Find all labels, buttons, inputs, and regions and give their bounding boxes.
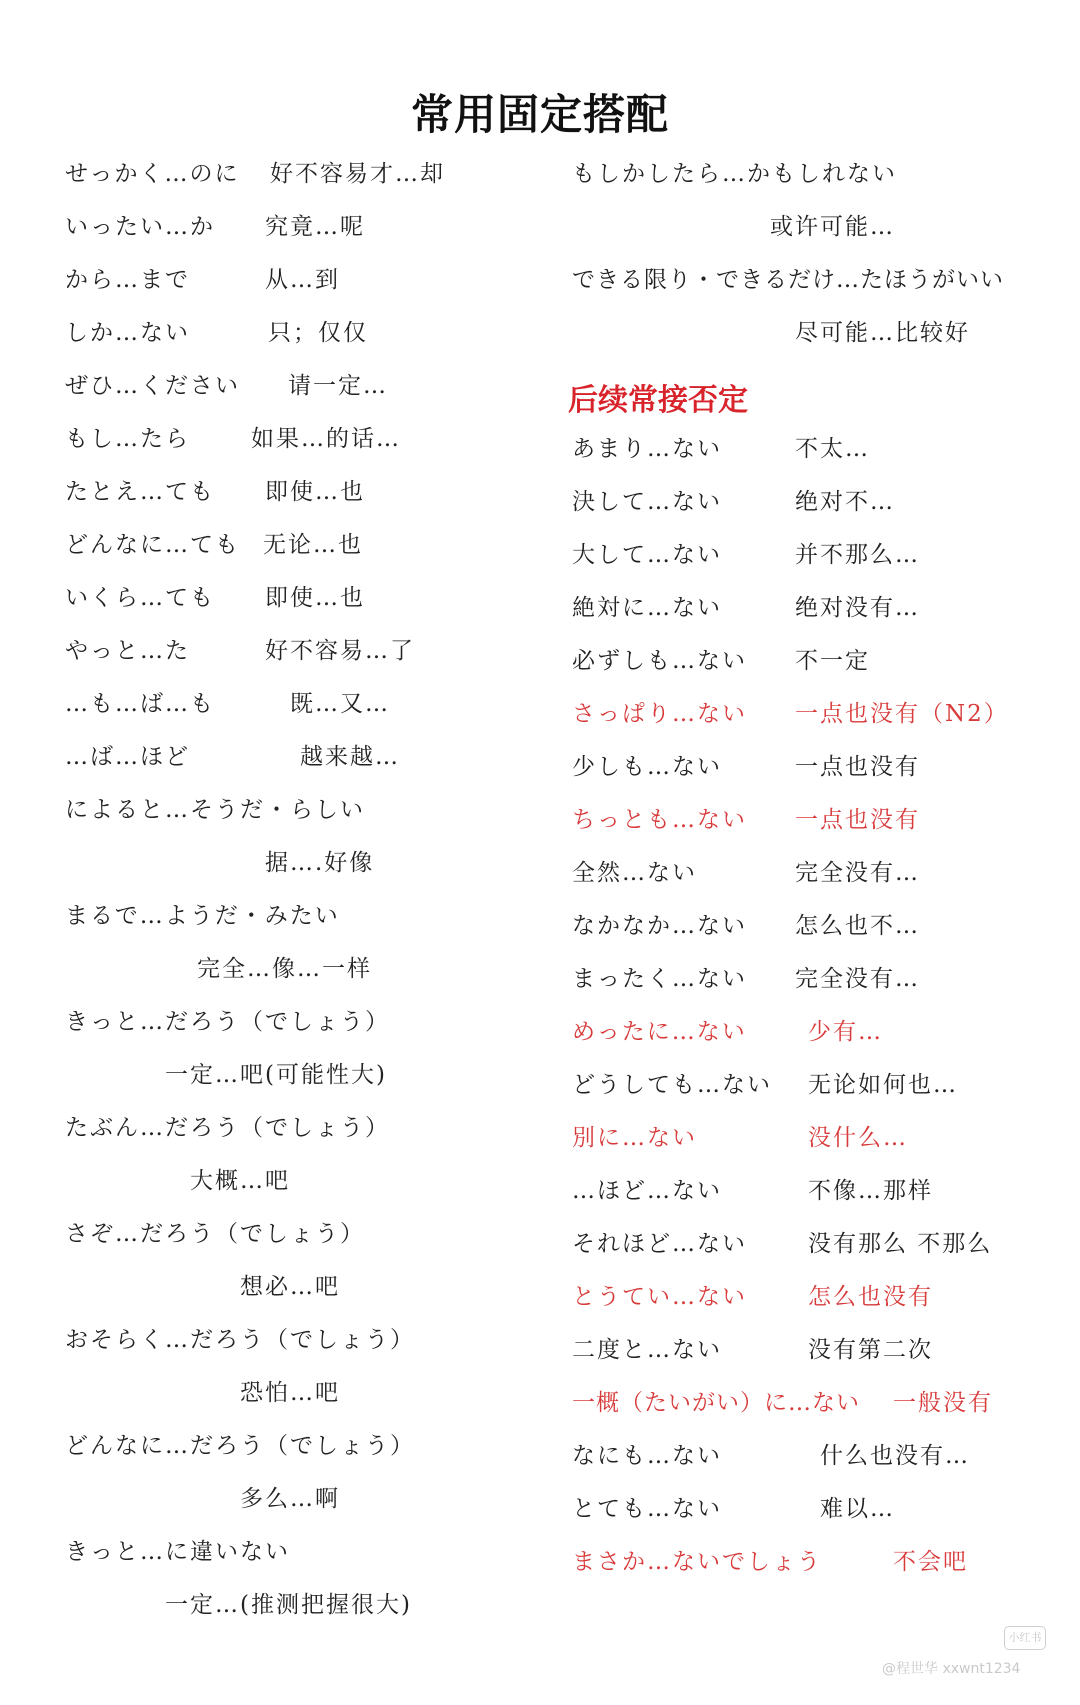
phrase-cn: 完全没有…	[795, 966, 920, 992]
phrase-jp: もしかしたら…かもしれない	[572, 161, 897, 187]
phrase-jp: いったい…か	[65, 214, 215, 240]
phrase-jp: それほど…ない	[572, 1231, 747, 1257]
phrase-cn: 绝对没有…	[795, 595, 920, 621]
phrase-jp: できる限り・できるだけ…たほうがいい	[572, 267, 1004, 293]
phrase-jp: きっと…だろう（でしょう）	[65, 1009, 390, 1035]
phrase-cn: 究竟…呢	[265, 214, 365, 240]
phrase-cn-highlight: 怎么也没有	[808, 1284, 933, 1310]
phrase-cn: 绝对不…	[795, 489, 895, 515]
phrase-cn: 请一定…	[288, 373, 388, 399]
phrase-jp: 決して…ない	[572, 489, 722, 515]
phrase-jp: しか…ない	[65, 320, 190, 346]
phrase-cn: 怎么也不…	[795, 913, 920, 939]
phrase-jp: どんなに…だろう（でしょう）	[65, 1433, 415, 1459]
phrase-cn: 没有第二次	[808, 1337, 933, 1363]
phrase-jp: たとえ…ても	[65, 479, 215, 505]
phrase-cn: 完全…像…一样	[197, 956, 372, 982]
phrase-jp: どんなに…ても	[65, 532, 240, 558]
phrase-cn: 大概…吧	[190, 1168, 290, 1194]
phrase-cn: 如果…的话…	[251, 426, 401, 452]
phrase-cn: 想必…吧	[240, 1274, 340, 1300]
phrase-jp-highlight: さっぱり…ない	[572, 701, 747, 727]
phrase-jp: いくら…ても	[65, 585, 215, 611]
watermark-logo: 小红书	[1004, 1626, 1046, 1650]
phrase-cn: 既…又…	[290, 691, 390, 717]
phrase-cn: 越来越…	[300, 744, 400, 770]
phrase-cn-highlight: 一点也没有	[795, 807, 920, 833]
phrase-jp: ぜひ…ください	[65, 373, 240, 399]
phrase-jp-highlight: ちっとも…ない	[572, 807, 747, 833]
phrase-cn: 好不容易…了	[265, 638, 415, 664]
phrase-cn: 据….好像	[265, 850, 375, 876]
phrase-jp: …も…ば…も	[65, 691, 215, 717]
phrase-cn: 一定…(推测把握很大)	[165, 1592, 412, 1618]
phrase-cn: 完全没有…	[795, 860, 920, 886]
phrase-cn-highlight: 没什么…	[808, 1125, 908, 1151]
phrase-jp: 大して…ない	[572, 542, 722, 568]
phrase-cn: 只；仅仅	[268, 320, 368, 346]
page-title: 常用固定搭配	[410, 90, 669, 139]
phrase-jp-highlight: まさか…ないでしょう	[572, 1549, 822, 1575]
phrase-jp: せっかく…のに	[65, 161, 240, 187]
phrase-cn: 从…到	[265, 267, 340, 293]
phrase-jp-highlight: とうてい…ない	[572, 1284, 747, 1310]
phrase-jp: さぞ…だろう（でしょう）	[65, 1221, 365, 1247]
phrase-jp: …ほど…ない	[572, 1178, 722, 1204]
phrase-jp: 二度と…ない	[572, 1337, 722, 1363]
phrase-jp: あまり…ない	[572, 436, 722, 462]
phrase-cn-highlight: 一点也没有（N2）	[795, 701, 1009, 727]
watermark-text: @程世华 xxwnt1234	[882, 1661, 1021, 1677]
phrase-jp: おそらく…だろう（でしょう）	[65, 1327, 415, 1353]
phrase-jp: によると…そうだ・らしい	[65, 797, 365, 823]
phrase-cn: 不一定	[795, 648, 870, 674]
phrase-jp: まるで…ようだ・みたい	[65, 903, 340, 929]
phrase-jp: とても…ない	[572, 1496, 722, 1522]
phrase-cn: 恐怕…吧	[240, 1380, 340, 1406]
phrase-jp: 絶対に…ない	[572, 595, 722, 621]
phrase-jp: たぶん…だろう（でしょう）	[65, 1115, 390, 1141]
phrase-cn: 一点也没有	[795, 754, 920, 780]
phrase-jp: 少しも…ない	[572, 754, 722, 780]
phrase-jp: きっと…に違いない	[65, 1539, 290, 1565]
phrase-jp: やっと…た	[65, 638, 190, 664]
phrase-jp: もし…たら	[65, 426, 190, 452]
phrase-jp: 全然…ない	[572, 860, 697, 886]
phrase-cn: 无论如何也…	[808, 1072, 958, 1098]
phrase-cn: 不像…那样	[808, 1178, 933, 1204]
phrase-cn: 什么也没有…	[820, 1443, 970, 1469]
section-heading: 后续常接否定	[568, 383, 748, 418]
phrase-cn-highlight: 少有…	[808, 1019, 883, 1045]
phrase-jp: なにも…ない	[572, 1443, 722, 1469]
phrase-jp: 必ずしも…ない	[572, 648, 747, 674]
phrase-jp-highlight: めったに…ない	[572, 1019, 747, 1045]
phrase-jp: から…まで	[65, 267, 190, 293]
phrase-cn: 多么…啊	[240, 1486, 340, 1512]
phrase-cn: 没有那么 不那么	[808, 1231, 993, 1257]
phrase-cn-highlight: 不会吧	[893, 1549, 968, 1575]
phrase-jp: どうしても…ない	[572, 1072, 772, 1098]
phrase-cn: 尽可能…比较好	[795, 320, 970, 346]
phrase-cn: 难以…	[820, 1496, 895, 1522]
phrase-cn: 或许可能…	[770, 214, 895, 240]
phrase-cn: 即使…也	[265, 585, 365, 611]
phrase-jp-highlight: 別に…ない	[572, 1125, 697, 1151]
phrase-cn: 好不容易才…却	[270, 161, 445, 187]
phrase-jp: なかなか…ない	[572, 913, 747, 939]
phrase-cn: 即使…也	[265, 479, 365, 505]
phrase-cn: 不太…	[795, 436, 870, 462]
phrase-jp: …ば…ほど	[65, 744, 190, 770]
phrase-jp: まったく…ない	[572, 966, 747, 992]
phrase-cn: 一定…吧(可能性大)	[165, 1062, 387, 1088]
phrase-jp-highlight: 一概（たいがい）に…ない	[572, 1390, 860, 1416]
phrase-cn-highlight: 一般没有	[893, 1390, 993, 1416]
phrase-cn: 并不那么…	[795, 542, 920, 568]
phrase-cn: 无论…也	[263, 532, 363, 558]
